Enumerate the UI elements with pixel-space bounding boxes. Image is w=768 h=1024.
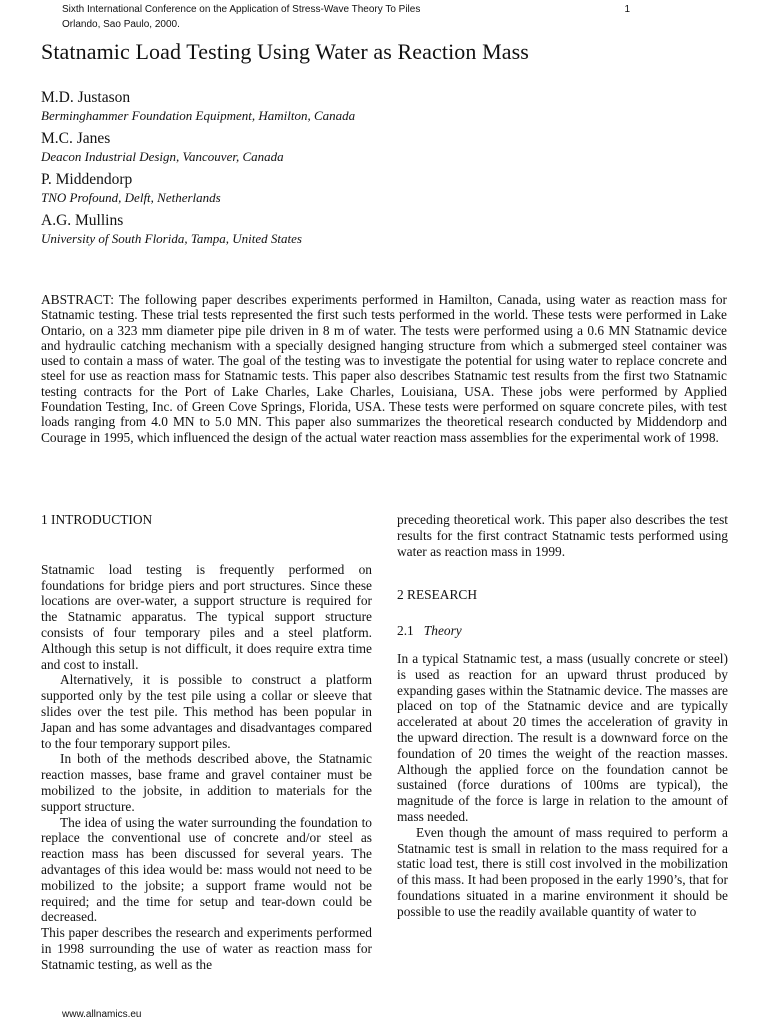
subsection-number: 2.1: [397, 623, 414, 639]
paragraph: In both of the methods described above, the Statnamic reaction masses, base frame and gravel container must be mobilized to the jobsite, in addition to materials for the support structure.: [41, 751, 372, 814]
paragraph: Even though the amount of mass required to perform a Statnamic test is small in relation to the mass required for a static load test, there is still cost involved in the mobilization of this mass. It had been proposed in the early 1990’s, that for foundations situated in a marine environment it should be possible to use the readily available quantity of water to: [397, 824, 728, 919]
author-list: [41, 88, 355, 252]
paragraph: In a typical Statnamic test, a mass (usually concrete or steel) is used as reaction for an upward thrust produced by expanding gases within the Statnamic device. The masses are placed on top of the Statnamic device and are typically accelerated at about 20 times the acceleration of gravity in the upward direction. The result is a downward force on the foundation of 20 times the weight of the reaction masses. Although the applied force on the foundation cannot be sustained (force durations of 100ms are typical), the magnitude of the force is large in relation to the amount of mass needed.: [397, 650, 728, 824]
right-column: [397, 512, 728, 920]
conference-line: Sixth International Conference on the Application of Stress-Wave Theory To Piles: [62, 4, 421, 15]
author-entry: [41, 170, 355, 205]
author-name: M.D. Justason: [41, 89, 131, 106]
paper-title: Statnamic Load Testing Using Water as Reaction Mass: [41, 39, 529, 64]
paragraph-continuation: preceding theoretical work. This paper also describes the test results for the first contract Statnamic tests performed using water as reaction mass in 1999.: [397, 512, 728, 559]
paragraph: Statnamic load testing is frequently performed on foundations for bridge piers and port structures. Since these locations are over-water, a support structure is required for the Statnamic apparatus. The typical support structure consists of four temporary piles and a steel platform. Although this setup is not difficult, it does require extra time and cost to install.: [41, 561, 372, 672]
abstract: ABSTRACT: The following paper describes experiments performed in Hamilton, Canada, using water as reaction mass for Statnamic testing. These trial tests represented the first such tests performed in the world. These tests were performed in Lake Ontario, on a 323 mm diameter pipe pile driven in 8 m of water. The tests were performed using a 0.6 MN Statnamic device and hydraulic catching mechanism with a specially designed hanging structure from which a submerged steel container was used to contain a mass of water. The goal of the testing was to investigate the potential for using water to replace concrete and steel for use as reaction mass for Statnamic tests. This paper also describes Statnamic test results from the first two Statnamic testing contracts for the Port of Lake Charles, Lake Charles, Louisiana, USA. These jobs were performed by Applied Foundation Testing, Inc. of Green Cove Springs, Florida, USA. These tests were performed on square concrete piles, with test loads ranging from 4.0 MN to 5.0 MN. This paper also summarizes the theoretical research conducted by Middendorp and Courage in 1995, which influenced the design of the actual water reaction mass assemblies for the experimental work of 1998.: [41, 292, 727, 445]
page-header: [62, 2, 668, 32]
left-column: [41, 512, 372, 973]
author-affiliation: Berminghammer Foundation Equipment, Hamilton, Canada: [41, 108, 356, 123]
subsection-title: Theory: [423, 623, 462, 639]
section-heading-introduction: 1 INTRODUCTION: [41, 512, 153, 527]
author-affiliation: TNO Profound, Delft, Netherlands: [41, 190, 221, 205]
footer-url: www.allnamics.eu: [62, 1009, 142, 1020]
author-entry: [41, 211, 355, 246]
paragraph: The idea of using the water surrounding the foundation to replace the conventional use of concrete and/or steel as reaction mass has been discussed for several years. The advantages of this idea would be: mass would not need to be mobilized to the jobsite; a support frame would not be required; and the time for setup and tear-down could be decreased.: [41, 814, 372, 925]
author-name: M.C. Janes: [41, 130, 111, 147]
paragraph: Alternatively, it is possible to construct a platform supported only by the test pile using a collar or sleeve that slides over the test pile. This method has been popular in Japan and has some advantages and disadvantages compared to the four temporary support piles.: [41, 672, 372, 751]
paragraph: This paper describes the research and experiments performed in 1998 surrounding the use of water as reaction mass for Statnamic testing, as well as the: [41, 925, 372, 972]
section-heading-research: 2 RESEARCH: [397, 587, 477, 603]
author-name: P. Middendorp: [41, 171, 133, 188]
author-entry: [41, 129, 355, 164]
author-affiliation: Deacon Industrial Design, Vancouver, Canada: [41, 149, 284, 164]
conference-location: Orlando, Sao Paulo, 2000.: [62, 19, 180, 30]
subsection-heading-theory: [397, 623, 728, 639]
page-number: 1: [624, 4, 630, 15]
author-name: A.G. Mullins: [41, 212, 124, 229]
author-affiliation: University of South Florida, Tampa, United States: [41, 231, 302, 246]
author-entry: [41, 88, 355, 123]
